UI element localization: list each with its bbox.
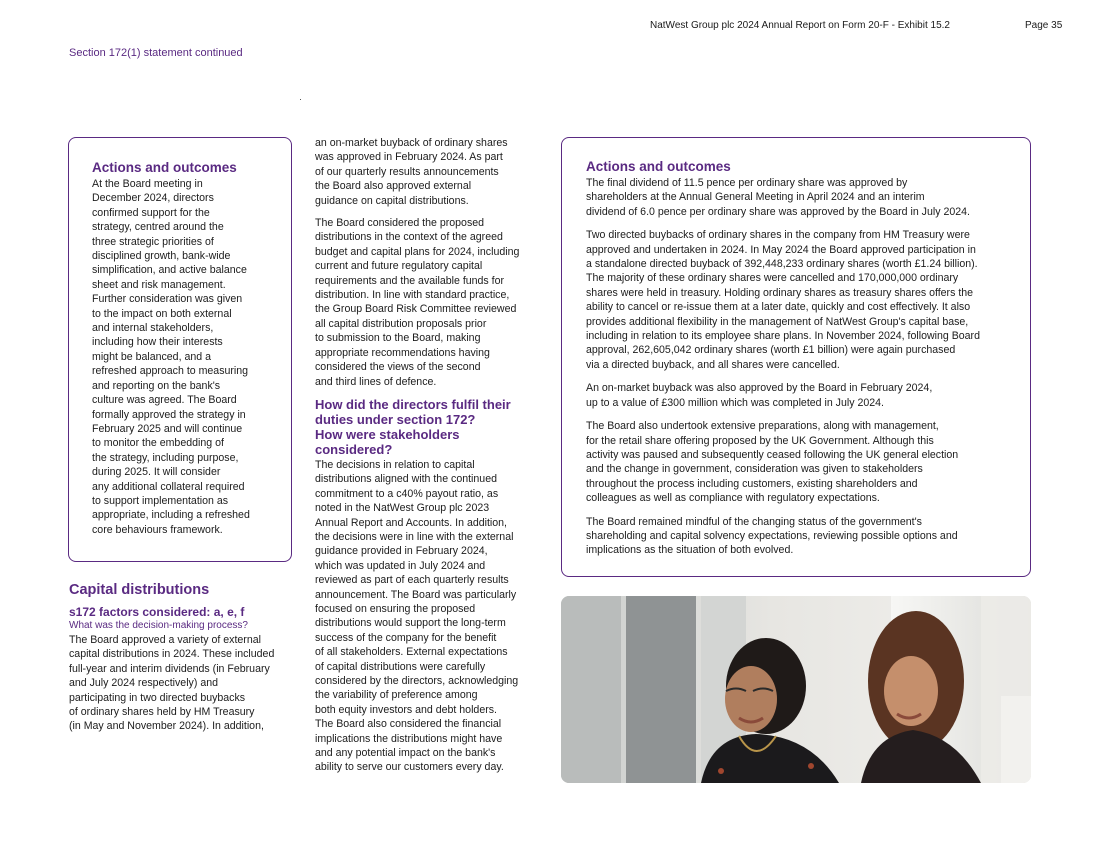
text-line: the Group Board Risk Committee reviewed	[315, 303, 517, 316]
text-line: up to a value of £300 million which was completed in July 2024.	[586, 396, 884, 409]
middle-column	[315, 136, 543, 783]
box-right-para-5	[586, 515, 1016, 558]
text-line: The Board approved a variety of external	[69, 634, 261, 646]
text-line: the Board also approved external	[315, 180, 472, 193]
text-line: guidance provided in February 2024,	[315, 545, 488, 558]
text-line: and the change in government, consideration was given to stakeholders	[586, 463, 923, 476]
text-line: current and future regulatory capital	[315, 260, 483, 273]
text-line: including in relation to its employee share plans. In November 2024, following Board	[586, 330, 980, 343]
text-line: a standalone directed buyback of 392,448,233 ordinary shares (worth £1.24 billion).	[586, 258, 978, 271]
box-right-para-3	[586, 381, 1016, 410]
text-line: confirmed support for the	[92, 206, 210, 219]
text-line: An on-market buyback was also approved by the Board in February 2024,	[586, 382, 933, 395]
text-line: The majority of these ordinary shares were cancelled and 170,000,000 ordinary	[586, 272, 959, 285]
text-line: during 2025. It will consider	[92, 466, 221, 479]
text-line: participating in two directed buybacks	[69, 691, 246, 704]
text-line: to support implementation as	[92, 494, 229, 507]
text-line: reviewed as part of each quarterly results	[315, 574, 509, 587]
text-line: approval, 262,605,042 ordinary shares (worth £1 billion) were again purchased	[586, 344, 956, 357]
stray-dot	[300, 99, 301, 100]
middle-para-2	[315, 216, 543, 389]
text-line: How did the directors fulfil their	[315, 396, 511, 412]
text-line: shares were held in treasury. Holding ordinary shares as treasury shares offers the	[586, 286, 974, 299]
text-line: of capital distributions were carefully	[315, 660, 486, 673]
box-right-para-4	[586, 419, 1016, 505]
middle-para-1	[315, 136, 543, 208]
text-line: guidance on capital distributions.	[315, 194, 469, 207]
text-line: of all stakeholders. External expectations	[315, 646, 508, 659]
text-line: Further consideration was given	[92, 293, 243, 306]
text-line: The Board remained mindful of the changing status of the government's	[586, 515, 922, 528]
text-line: to submission to the Board, making	[315, 332, 481, 345]
text-line: distributions would support the long-term	[315, 617, 506, 630]
text-line: and July 2024 respectively) and	[69, 677, 218, 690]
middle-para-3	[315, 458, 543, 775]
text-line: duties under section 172?	[315, 411, 476, 427]
text-line: considered by the directors, acknowledging	[315, 675, 519, 687]
text-line: any additional collateral required	[92, 480, 245, 493]
text-line: full-year and interim dividends (in February	[69, 662, 270, 675]
text-line: implications the distributions might have	[315, 732, 503, 745]
text-line: The Board also considered the financial	[315, 718, 502, 731]
actions-outcomes-box-right	[561, 137, 1031, 577]
text-line: all capital distribution proposals prior	[315, 317, 487, 330]
text-line: success of the company for the benefit	[315, 631, 497, 644]
text-line: for the retail share offering proposed by the UK Government. Although this	[586, 434, 934, 447]
text-line: disciplined growth, bank-wide	[92, 250, 231, 263]
capital-text	[69, 633, 297, 734]
text-line: activity was paused and subsequently ceased following the UK general election	[586, 448, 959, 461]
box-right-para-1	[586, 176, 1016, 219]
actions-outcomes-box-left	[68, 137, 292, 562]
text-line: noted in the NatWest Group plc 2023	[315, 502, 490, 515]
photo-illustration	[561, 596, 1031, 783]
text-line: capital distributions in 2024. These included	[69, 648, 275, 661]
text-line: December 2024, directors	[92, 192, 214, 205]
text-line: an on-market buyback of ordinary shares	[315, 137, 508, 149]
text-line: implications as the situation of both evolved.	[586, 544, 794, 557]
text-line: ability to cancel or re-issue them at a later date, quickly and cost effectively. It also	[586, 301, 971, 314]
text-line: Two directed buybacks of ordinary shares in the company from HM Treasury were	[586, 229, 970, 242]
text-line: simplification, and active balance	[92, 264, 247, 277]
text-line: both equity investors and debt holders.	[315, 703, 497, 716]
section-label: Section 172(1) statement continued	[69, 47, 243, 59]
text-line: strategy, centred around the	[92, 221, 224, 234]
text-line: sheet and risk management.	[92, 278, 226, 291]
text-line: distributions in the context of the agreed	[315, 231, 503, 244]
text-line: The decisions in relation to capital	[315, 458, 475, 471]
text-line: the decisions were in line with the external	[315, 530, 514, 543]
text-line: announcement. The Board was particularly	[315, 588, 517, 601]
text-line: to monitor the embedding of	[92, 437, 224, 450]
text-line: the variability of preference among	[315, 689, 478, 702]
text-line: of our quarterly results announcements	[315, 165, 499, 178]
s172-factors: s172 factors considered: a, e, f	[69, 605, 245, 619]
text-line: considered the views of the second	[315, 361, 481, 374]
text-line: budget and capital plans for 2024, including	[315, 245, 520, 258]
text-line: which was updated in July 2024 and	[315, 559, 486, 572]
text-line: How were stakeholders	[315, 426, 460, 442]
photo-two-women	[561, 596, 1031, 783]
text-line: to the impact on both external	[92, 307, 232, 320]
text-line: appropriate, including a refreshed	[92, 509, 250, 522]
page-number: Page 35	[1025, 20, 1063, 31]
decision-process-question: What was the decision-making process?	[69, 620, 248, 631]
text-line: The Board also undertook extensive preparations, along with management,	[586, 420, 939, 433]
text-line: distributions aligned with the continued	[315, 473, 497, 486]
text-line: distribution. In line with standard practice,	[315, 289, 510, 302]
text-line: (in May and November 2024). In addition,	[69, 720, 264, 733]
text-line: provides additional flexibility in the management of NatWest Group's capital base,	[586, 315, 969, 328]
text-line: appropriate recommendations having	[315, 346, 490, 359]
box-left-heading: Actions and outcomes	[92, 160, 237, 175]
text-line: colleagues as well as compliance with regulatory expectations.	[586, 492, 880, 505]
text-line: shareholders at the Annual General Meeting in April 2024 and an interim	[586, 191, 925, 204]
text-line: considered?	[315, 441, 393, 457]
box-left-text	[92, 177, 272, 537]
text-line: and reporting on the bank's	[92, 379, 221, 392]
text-line: might be balanced, and a	[92, 350, 211, 363]
text-line: including how their interests	[92, 336, 223, 349]
text-line: culture was agreed. The Board	[92, 394, 237, 407]
box-right-para-2	[586, 228, 1016, 372]
box-right-heading: Actions and outcomes	[586, 159, 731, 174]
text-line: refreshed approach to measuring	[92, 365, 249, 378]
text-line: dividend of 6.0 pence per ordinary share was approved by the Board in July 2024.	[586, 205, 970, 218]
text-line: throughout the process including customers, existing shareholders and	[586, 477, 918, 490]
text-line: and any potential impact on the bank's	[315, 747, 496, 760]
text-line: The final dividend of 11.5 pence per ordinary share was approved by	[586, 177, 908, 189]
capital-heading: Capital distributions	[69, 582, 210, 598]
text-line: shareholding and capital solvency expectations, reviewing possible options and	[586, 529, 958, 542]
document-title: NatWest Group plc 2024 Annual Report on Form 20-F - Exhibit 15.2	[650, 20, 950, 31]
text-line: and internal stakeholders,	[92, 322, 214, 335]
text-line: was approved in February 2024. As part	[315, 151, 503, 164]
text-line: and third lines of defence.	[315, 375, 437, 388]
text-line: ability to serve our customers every day.	[315, 761, 504, 774]
text-line: three strategic priorities of	[92, 235, 214, 248]
text-line: the strategy, including purpose,	[92, 451, 239, 464]
text-line: via a directed buyback, and all shares were cancelled.	[586, 358, 840, 371]
text-line: The Board considered the proposed	[315, 217, 485, 230]
text-line: February 2025 and will continue	[92, 422, 243, 435]
text-line: requirements and the available funds for	[315, 274, 505, 287]
text-line: focused on ensuring the proposed	[315, 602, 476, 615]
section-172-question	[315, 397, 543, 457]
text-line: approved and undertaken in 2024. In May 2024 the Board approved participation in	[586, 243, 976, 256]
text-line: At the Board meeting in	[92, 178, 203, 190]
text-line: Annual Report and Accounts. In addition,	[315, 516, 507, 529]
capital-distributions-section	[69, 582, 297, 734]
text-line: core behaviours framework.	[92, 523, 223, 536]
text-line: formally approved the strategy in	[92, 408, 246, 421]
text-line: commitment to a c40% payout ratio, as	[315, 487, 499, 500]
text-line: of ordinary shares held by HM Treasury	[69, 706, 255, 719]
